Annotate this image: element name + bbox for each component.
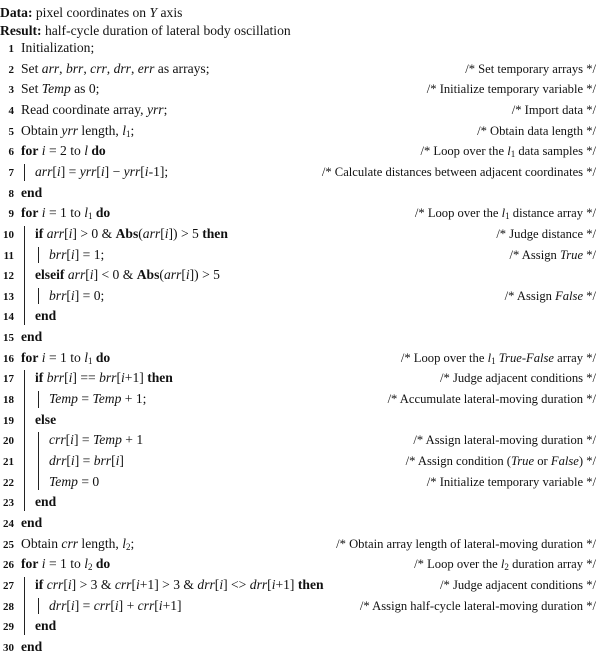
line-code: for i = 1 to l1 do <box>21 349 111 366</box>
line-comment: /* Obtain data length */ <box>477 123 596 138</box>
algorithm-line-28 <box>0 595 600 617</box>
algorithm-line-26 <box>0 553 600 575</box>
line-number: 17 <box>3 373 14 386</box>
algorithm-line-25 <box>0 533 600 555</box>
line-number: 3 <box>8 84 14 97</box>
indent-guide <box>38 247 39 264</box>
algorithm-line-18 <box>0 388 600 410</box>
line-code: drr[i] = brr[i] <box>49 453 124 468</box>
line-number: 13 <box>3 290 14 303</box>
line-comment: /* Loop over the l1 True-False array */ <box>400 350 596 366</box>
line-code: Set arr, brr, crr, drr, err as arrays; <box>21 60 210 76</box>
line-code: else <box>35 411 57 427</box>
line-number: 5 <box>8 125 14 138</box>
indent-guide <box>38 598 39 615</box>
algorithm-line-3 <box>0 78 600 100</box>
data-text: pixel coordinates on <box>35 5 147 20</box>
line-comment: /* Calculate distances between adjacent coordinates */ <box>321 164 596 179</box>
line-comment: /* Assign half-cycle lateral-moving duration */ <box>359 598 596 613</box>
result-text: half-cycle duration of lateral body oscillation <box>44 23 291 38</box>
line-code: end <box>21 329 43 345</box>
line-code: drr[i] = crr[i] + crr[i+1] <box>49 597 182 613</box>
algorithm-line-13 <box>0 285 600 307</box>
line-number: 10 <box>3 228 14 241</box>
algorithm-line-5 <box>0 120 600 142</box>
line-number: 14 <box>3 311 14 324</box>
line-comment: /* Assign lateral-moving duration */ <box>413 433 596 448</box>
line-code: for i = 2 to l do <box>21 143 106 159</box>
algorithm-line-30 <box>0 636 600 658</box>
line-number: 4 <box>8 104 14 117</box>
algorithm-line-19 <box>0 409 600 431</box>
line-number: 9 <box>8 208 14 221</box>
indent-guide <box>24 370 25 511</box>
line-number: 11 <box>3 249 14 262</box>
algorithm-line-17 <box>0 367 600 389</box>
data-axis: Y <box>149 5 158 20</box>
line-comment: /* Loop over the l1 distance array */ <box>414 206 596 222</box>
indent-guide <box>24 226 25 325</box>
line-number: 6 <box>8 146 14 159</box>
line-comment: /* Initialize temporary variable */ <box>426 82 596 97</box>
line-code: brr[i] = 0; <box>49 287 105 303</box>
indent-guide <box>38 391 39 408</box>
line-number: 28 <box>3 600 14 613</box>
line-number: 23 <box>3 497 14 510</box>
line-code: if brr[i] == brr[i+1] then <box>35 370 173 386</box>
line-code: elseif arr[i] < 0 & Abs(arr[i]) > 5 <box>35 267 220 283</box>
line-comment: /* Accumulate lateral-moving duration */ <box>387 392 596 407</box>
line-code: end <box>21 184 43 200</box>
indent-guide <box>38 432 39 490</box>
line-code: end <box>35 494 57 510</box>
algorithm-line-1 <box>0 37 600 59</box>
line-comment: /* Assign False */ <box>504 288 596 303</box>
line-code: Initialization; <box>21 40 95 55</box>
line-code: Read coordinate array, yrr; <box>21 101 168 117</box>
algorithm-line-29 <box>0 615 600 637</box>
algorithm-line-23 <box>0 491 600 513</box>
line-comment: /* Loop over the l1 data samples */ <box>420 144 596 160</box>
line-number: 8 <box>8 187 14 200</box>
indent-guide <box>24 577 25 635</box>
line-comment: /* Set temporary arrays */ <box>465 61 596 76</box>
line-number: 21 <box>3 456 14 468</box>
line-code: for i = 1 to l1 do <box>21 205 111 222</box>
line-code: Set Temp as 0; <box>21 81 100 97</box>
algorithm-line-16 <box>0 347 600 369</box>
line-code: for i = 1 to l2 do <box>21 556 111 573</box>
line-number: 29 <box>3 621 14 634</box>
algorithm-line-24 <box>0 512 600 534</box>
line-code: Temp = 0 <box>49 473 100 489</box>
line-number: 26 <box>3 559 14 572</box>
line-number: 19 <box>3 414 14 427</box>
line-comment: /* Judge adjacent conditions */ <box>440 371 596 386</box>
algorithm-line-22 <box>0 471 600 493</box>
algorithm-line-27 <box>0 574 600 596</box>
line-code: end <box>21 638 43 654</box>
line-number: 2 <box>8 63 14 76</box>
algorithm-line-8 <box>0 182 600 204</box>
result-label: Result: <box>0 23 42 38</box>
line-number: 1 <box>8 43 14 55</box>
line-number: 15 <box>3 332 14 345</box>
indent-guide <box>38 288 39 305</box>
algorithm-line-2 <box>0 58 600 80</box>
line-code: end <box>35 308 57 324</box>
algorithm-line-21 <box>0 450 600 472</box>
line-code: crr[i] = Temp + 1 <box>49 432 144 448</box>
line-number: 20 <box>3 435 14 448</box>
algorithm-line-7 <box>0 161 600 183</box>
algorithm-line-9 <box>0 202 600 224</box>
line-code: Temp = Temp + 1; <box>49 391 147 407</box>
indent-guide <box>24 164 25 181</box>
data-suffix: axis <box>160 5 183 20</box>
line-code: if arr[i] > 0 & Abs(arr[i]) > 5 then <box>35 225 228 241</box>
line-number: 25 <box>3 538 14 551</box>
line-number: 7 <box>8 166 14 179</box>
line-number: 18 <box>3 394 14 407</box>
line-code: end <box>35 618 57 634</box>
line-number: 16 <box>3 352 14 365</box>
algorithm-line-10 <box>0 223 600 245</box>
line-comment: /* Import data */ <box>511 102 596 117</box>
line-comment: /* Assign True */ <box>509 247 596 262</box>
algorithm-line-20 <box>0 429 600 451</box>
line-code: arr[i] = yrr[i] − yrr[i-1]; <box>35 163 169 179</box>
line-comment: /* Loop over the l2 duration array */ <box>414 557 596 573</box>
algorithm-line-11 <box>0 244 600 266</box>
line-number: 22 <box>3 476 14 489</box>
line-code: if crr[i] > 3 & crr[i+1] > 3 & drr[i] <> drr[i+1] then <box>35 576 324 592</box>
line-code: Obtain crr length, l2; <box>21 535 135 552</box>
algorithm-line-15 <box>0 326 600 348</box>
line-code: Obtain yrr length, l1; <box>21 122 135 139</box>
line-comment: /* Initialize temporary variable */ <box>426 474 596 489</box>
line-number: 12 <box>3 270 14 283</box>
algorithm-line-12 <box>0 264 600 286</box>
algorithm-line-6 <box>0 140 600 162</box>
algorithm-line-4 <box>0 99 600 121</box>
line-comment: /* Obtain array length of lateral-moving duration */ <box>336 536 596 551</box>
line-number: 30 <box>3 641 14 654</box>
algorithm-line-14 <box>0 305 600 327</box>
line-code: end <box>21 514 43 530</box>
data-label: Data: <box>0 5 33 20</box>
line-comment: /* Assign condition (True or False) */ <box>405 454 596 468</box>
line-number: 27 <box>3 579 14 592</box>
line-comment: /* Judge adjacent conditions */ <box>440 577 596 592</box>
data-line <box>0 4 182 22</box>
line-number: 24 <box>3 517 14 530</box>
line-code: brr[i] = 1; <box>49 246 105 262</box>
line-comment: /* Judge distance */ <box>496 226 596 241</box>
